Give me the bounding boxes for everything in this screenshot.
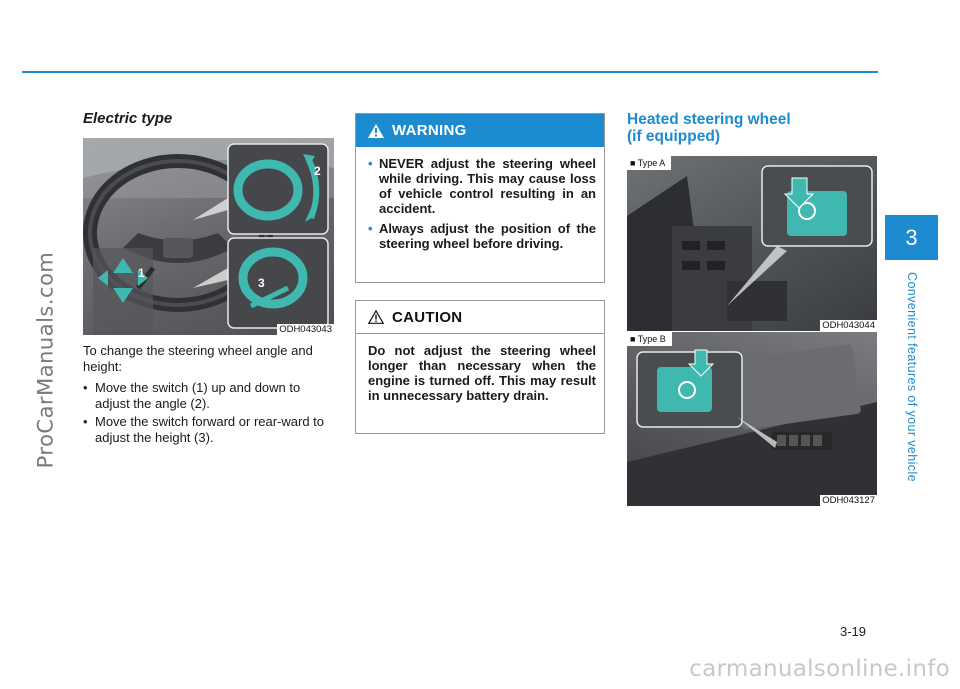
type-a-illustration	[627, 156, 877, 331]
figure-code: ODH043043	[279, 324, 332, 335]
list-item: • Move the switch (1) up and down to adjust the angle (2).	[83, 380, 335, 411]
type-b-figure	[627, 332, 877, 506]
type-a-figure	[627, 156, 877, 331]
chapter-number-tab: 3	[885, 215, 938, 260]
type-b-illustration	[627, 332, 877, 506]
list-item: • Move the switch forward or rear-ward to adjust the height (3).	[83, 414, 335, 445]
caution-triangle-icon	[368, 310, 384, 324]
heated-title-line1: Heated steering wheel	[627, 111, 791, 128]
heated-steering-title	[627, 111, 791, 145]
list-item: • NEVER adjust the steering wheel while driving. This may cause loss of vehicle control resulting in an accident.	[368, 156, 596, 216]
type-b-label: ■ Type B	[627, 332, 672, 346]
warning-header	[356, 114, 604, 147]
steering-wheel-illustration	[83, 138, 334, 335]
caution-header	[356, 301, 604, 334]
section-heading: Electric type	[83, 110, 173, 127]
warning-box	[355, 113, 605, 283]
adjust-steps-list	[83, 380, 335, 448]
type-b-figure-code: ODH043127	[822, 495, 875, 506]
warning-title: WARNING	[392, 122, 467, 139]
callout-3: 3	[258, 276, 265, 290]
intro-text: To change the steering wheel angle and height:	[83, 343, 313, 374]
warning-body	[356, 147, 604, 251]
steering-wheel-figure	[83, 138, 334, 335]
page-number: 3-19	[840, 624, 867, 639]
chapter-title: Convenient features of your vehicle	[904, 272, 919, 482]
watermark-bottom: carmanualsonline.info	[689, 656, 950, 682]
warning-triangle-icon	[368, 124, 384, 138]
caution-box	[355, 300, 605, 434]
caution-body: Do not adjust the steering wheel longer than necessary when the engine is turned off. This may result in unnecessary battery drain.	[368, 343, 596, 403]
list-item: • Always adjust the position of the steering wheel before driving.	[368, 221, 596, 251]
watermark-left: ProCarManuals.com	[33, 251, 58, 469]
type-a-label: ■ Type A	[627, 156, 671, 170]
type-a-figure-code: ODH043044	[822, 320, 875, 331]
caution-title: CAUTION	[392, 308, 463, 326]
callout-2: 2	[314, 164, 321, 178]
top-rule	[22, 71, 878, 73]
heated-title-line2: (if equipped)	[627, 128, 720, 145]
callout-1: 1	[138, 266, 145, 280]
